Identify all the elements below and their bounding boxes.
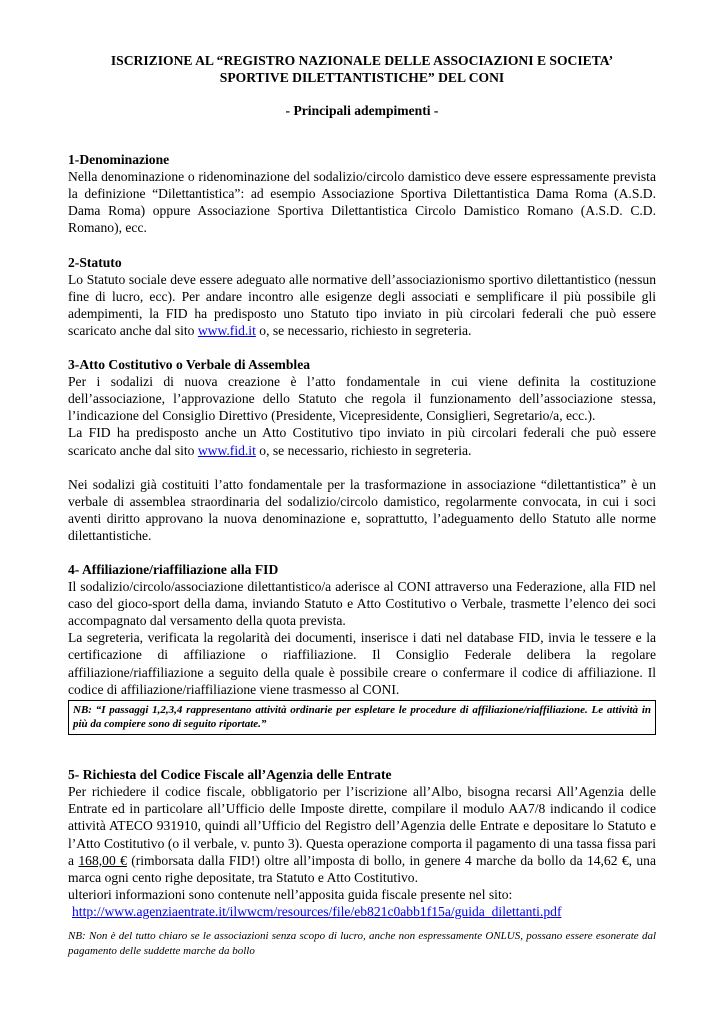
section-text: [68, 783, 656, 886]
section-text: [68, 424, 656, 458]
text-fragment: Lo Statuto sociale deve essere adeguato alle normative dell’associazionismo sportivo dilettantistico (nessun fine di lucro, ecc). Per andare incontro alle esigenze degli associati e semplificare il più possibile gli adempimenti, la FID ha predisposto uno Statuto tipo inviato in più circolari federali che può essere scaricato anche dal sito: [68, 271, 656, 338]
section-text: Nei sodalizi già costituiti l’atto fondamentale per la trasformazione in associazione “dilettantistica” è un verbale di assemblea straordinaria del sodalizio/circolo damistico, regolarmente convocata, in cui i soci aventi diritto approvano la nuova denominazione e, soprattutto, l’adeguamento dello Statuto alle norme dilettantistiche.: [68, 476, 656, 543]
document-title-line-1: ISCRIZIONE AL “REGISTRO NAZIONALE DELLE ASSOCIAZIONI E SOCIETA’: [110, 53, 614, 68]
section-statuto: [68, 254, 656, 339]
document-title-line-2: SPORTIVE DILETTANTISTICHE” DEL CONI: [219, 70, 505, 85]
text-fragment: o, se necessario, richiesto in segreteria.: [255, 442, 472, 458]
section-text: [68, 271, 656, 339]
section-heading: 3-Atto Costitutivo o Verbale di Assemblea: [68, 357, 311, 373]
section-heading: 1-Denominazione: [68, 152, 170, 168]
section-affiliazione: [68, 561, 656, 735]
text-fragment: Per richiedere il codice fiscale, obbligatorio per l’iscrizione all’Albo, bisogna recarsi All’Agenzia delle Entrate ed in particolare all’Ufficio delle Imposte dirette, compilare il modulo AA7/8 indicando il codice attività ATECO 931910, quindi all’Ufficio del Registro dell’Agenzia delle Entrate e depositare lo Statuto e l’Atto Costitutivo (o il verbale, v. punto 3). Questa operazione comporta il pagamento di una tassa fissa pari a: [68, 784, 656, 868]
fid-website-link[interactable]: www.fid.it: [197, 442, 256, 458]
section-text: Per i sodalizi di nuova creazione è l’atto fondamentale in cui viene definita la costituzione dell’associazione, l’approvazione dello Statuto che regola il funzionamento dell’associazione stessa, l’indicazione del Consiglio Direttivo (Presidente, Vicepresidente, Consiglieri, Segretario/a, ecc.).: [68, 374, 656, 424]
text-fragment: o, se necessario, richiesto in segreteria.: [255, 322, 472, 338]
text-fragment: La FID ha predisposto anche un Atto Costitutivo tipo inviato in più circolari federali che può essere scaricato anche dal sito: [68, 425, 656, 458]
text-fragment: (rimborsata dalla FID!) oltre all’imposta di bollo, in genere 4 marche da bollo da 14,62 €, una marca ogni cento righe depositate, tra Statuto e Atto Costitutivo.: [68, 852, 656, 885]
section-text: Nella denominazione o ridenominazione del sodalizio/circolo damistico deve essere espressamente prevista la definizione “Dilettantistica”: ad esempio Associazione Sportiva Dilettantistica Dama Roma (A.S.D. Dama Roma) oppure Associazione Sportiva Dilettantistica Circolo Damistico Romano (A.S.D. C.D. Romano), ecc.: [68, 169, 656, 236]
section-heading: 4- Affiliazione/riaffiliazione alla FID: [68, 561, 279, 577]
nb-note-box: NB: “I passaggi 1,2,3,4 rappresentano attività ordinarie per espletare le procedure di affiliazione/riaffiliazione. Le attività in più da compiere sono di seguito riportate.”: [68, 700, 656, 735]
section-heading: 2-Statuto: [68, 254, 122, 270]
fid-website-link[interactable]: www.fid.it: [197, 322, 256, 338]
section-atto-costitutivo: [68, 356, 656, 544]
guide-url-line: [68, 903, 656, 920]
footnote: NB: Non è del tutto chiaro se le associazioni senza scopo di lucro, anche non espressamente ONLUS, possano essere esonerate dal pagamento delle suddette marche da bollo: [68, 929, 656, 957]
section-text: La segreteria, verificata la regolarità dei documenti, inserisce i dati nel database FID, invia le tessere e la certificazione di affiliazione o riaffiliazione. Il Consiglio Federale delibera la regolare affiliazione/riaffiliazione a seguito della quale è possibile creare o confermare il codice di affiliazione. Il codice di affiliazione/riaffiliazione viene trasmesso al CONI.: [68, 630, 656, 697]
section-heading: 5- Richiesta del Codice Fiscale all’Agenzia delle Entrate: [68, 767, 392, 783]
section-text: Il sodalizio/circolo/associazione dilettantistico/a aderisce al CONI attraverso una Federazione, alla FID nel caso del gioco-sport della dama, inviando Statuto e Atto Costitutivo o Verbale, trasmette l’elenco dei soci accompagnato dal versamento della quota prevista.: [68, 579, 656, 629]
section-denominazione: [68, 151, 656, 236]
agenzia-entrate-guide-link[interactable]: http://www.agenziaentrate.it/ilwwcm/resources/file/eb821c0abb1f15a/guida_dilettanti.pdf: [72, 903, 562, 919]
info-text: ulteriori informazioni sono contenute nell’apposita guida fiscale presente nel sito:: [68, 886, 513, 902]
paragraph-gap: [68, 459, 656, 476]
tax-amount: 168,00 €: [78, 852, 127, 868]
document-subtitle: - Principali adempimenti -: [285, 103, 439, 118]
section-codice-fiscale: [68, 766, 656, 959]
